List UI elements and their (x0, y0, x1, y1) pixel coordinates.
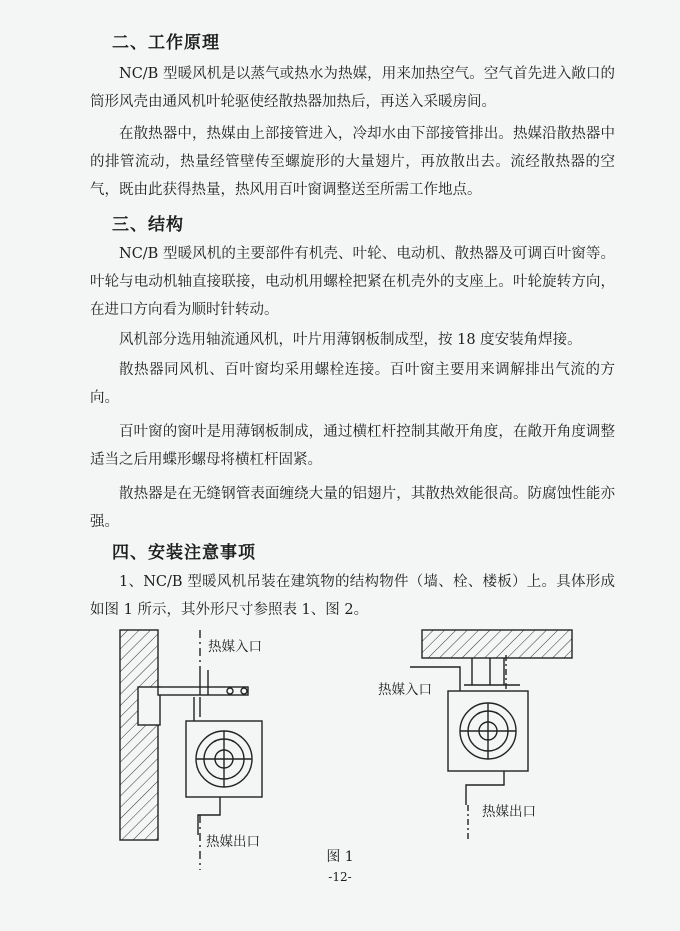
paragraph: 风机部分选用轴流通风机，叶片用薄钢板制成型，按 18 度安装角焊接。 (119, 332, 582, 348)
left-inlet-label: 热媒入口 (208, 639, 262, 655)
paragraph: 在散热器中，热媒由上部接管进入，冷却水由下部接管排出。热媒沿散热器中的排管流动，热量经管壁传至螺旋形的大量翅片，再放散出去。流经散热器的空气，既由此获得热量，热风用百叶窗调整送至所需工作地点。 (90, 126, 615, 198)
figure-1-installation-diagram (110, 625, 580, 875)
paragraph: NC/B 型暖风机的主要部件有机壳、叶轮、电动机、散热器及可调百叶窗等。叶轮与电动机轴直接联接，电动机用螺栓把紧在机壳外的支座上。叶轮旋转方向，在进口方向看为顺时针转动。 (90, 246, 615, 318)
figure-caption: 图 1 (326, 849, 354, 865)
paragraph: NC/B 型暖风机是以蒸气或热水为热媒，用来加热空气。空气首先进入敞口的筒形风壳由通风机叶轮驱使经散热器加热后，再送入采暖房间。 (90, 66, 615, 110)
section-heading-installation: 四、安装注意事项 (112, 543, 256, 563)
section-heading-working-principle: 二、工作原理 (112, 33, 220, 53)
paragraph: 散热器是在无缝钢管表面缠绕大量的铝翅片，其散热效能很高。防腐蚀性能亦强。 (90, 486, 615, 530)
left-outlet-label: 热媒出口 (206, 834, 260, 850)
ceiling-hatch (422, 630, 572, 658)
right-inlet-label: 热媒入口 (378, 682, 432, 698)
paragraph: 1、NC/B 型暖风机吊装在建筑物的结构物件（墙、栓、楼板）上。具体形成如图 1 所示，其外形尺寸参照表 1、图 2。 (90, 574, 615, 618)
paragraph: 百叶窗的窗叶是用薄钢板制成，通过横杠杆控制其敞开角度，在敞开角度调整适当之后用蝶形螺母将横杠杆固紧。 (90, 424, 615, 468)
installation-diagram (110, 625, 580, 875)
right-outlet-label: 热媒出口 (482, 804, 536, 820)
wall-hatch (120, 630, 158, 840)
page-number: -12- (328, 870, 352, 884)
paragraph: 散热器同风机、百叶窗均采用螺栓连接。百叶窗主要用来调解排出气流的方向。 (90, 362, 615, 406)
section-heading-structure: 三、结构 (112, 215, 184, 235)
